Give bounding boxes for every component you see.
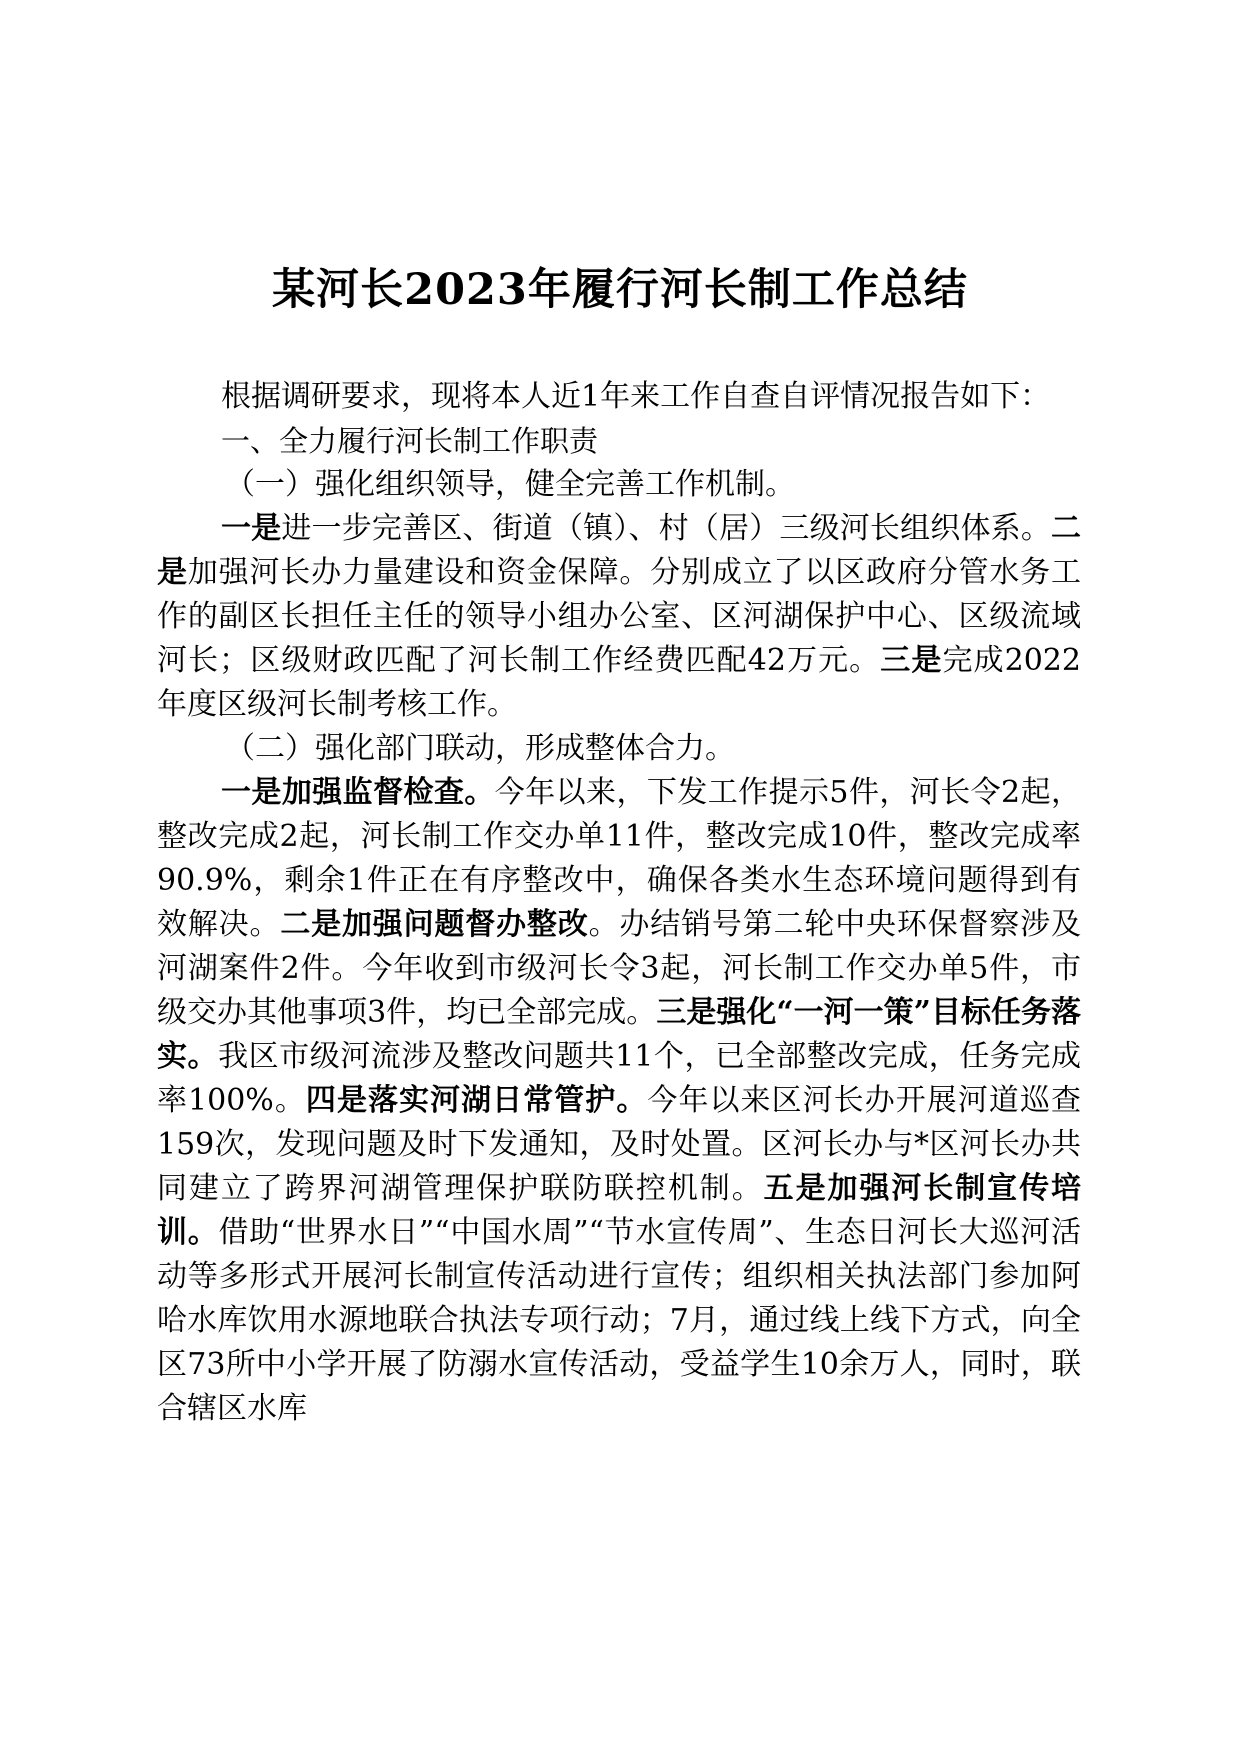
lead-2-5: 五是加强河长制宣传培训。 — [157, 1171, 1082, 1250]
lead-2-1: 一是加强监督检查。 — [221, 775, 495, 810]
lead-1-3: 三是 — [880, 643, 943, 678]
lead-1-2: 二是 — [157, 511, 1082, 590]
subsection-heading-1: （一）强化组织领导，健全完善工作机制。 — [225, 467, 795, 502]
text-2-2: 。办结销号第二轮中央环保督察涉及河湖案件2件。今年收到市级河长令3起，河长制工作交办单5件，市级交办其他事项3件，均已全部完成。 — [157, 907, 1082, 1030]
text-1-3: 完成2022年度区级河长制考核工作。 — [157, 643, 1081, 722]
lead-2-3: 三是强化“一河一策”目标任务落实。 — [157, 995, 1082, 1074]
document-title: 某河长2023年履行河长制工作总结 — [272, 265, 968, 315]
paragraph-2 — [157, 771, 1081, 1431]
intro-paragraph: 根据调研要求，现将本人近1年来工作自查自评情况报告如下： — [221, 379, 1051, 414]
paragraph-1 — [157, 507, 1081, 727]
lead-2-4: 四是落实河湖日常管护。 — [305, 1083, 648, 1118]
subsection-heading-2: （二）强化部门联动，形成整体合力。 — [225, 731, 735, 766]
text-2-4: 今年以来区河长办开展河道巡查159次，发现问题及时下发通知，及时处置。区河长办与*区河长办共同建立了跨界河湖管理保护联防联控机制。 — [157, 1083, 1081, 1206]
document-body — [157, 375, 1081, 1431]
section-heading-1: 一、全力履行河长制工作职责 — [221, 424, 599, 458]
lead-1-1: 一是 — [221, 511, 282, 546]
text-1-1: 进一步完善区、街道（镇）、村（居）三级河长组织体系。 — [281, 511, 1052, 546]
text-2-3: 我区市级河流涉及整改问题共11个，已全部整改完成，任务完成率100%。 — [157, 1039, 1081, 1118]
lead-2-2: 二是加强问题督办整改 — [280, 907, 589, 942]
text-2-1: 今年以来，下发工作提示5件，河长令2起，整改完成2起，河长制工作交办单11件，整改完成10件，整改完成率90.9%，剩余1件正在有序整改中，确保各类水生态环境问题得到有效解决。 — [157, 775, 1081, 942]
text-1-2: 加强河长办力量建设和资金保障。分别成立了以区政府分管水务工作的副区长担任主任的领导小组办公室、区河湖保护中心、区级流域河长；区级财政匹配了河长制工作经费匹配42万元。 — [157, 555, 1081, 678]
text-2-5: 借助“世界水日”“中国水周”“节水宣传周”、生态日河长大巡河活动等多形式开展河长制宣传活动进行宣传；组织相关执法部门参加阿哈水库饮用水源地联合执法专项行动；7月，通过线上线下方式，向全区73所中小学开展了防溺水宣传活动，受益学生10余万人，同时，联合辖区水库 — [157, 1215, 1081, 1426]
